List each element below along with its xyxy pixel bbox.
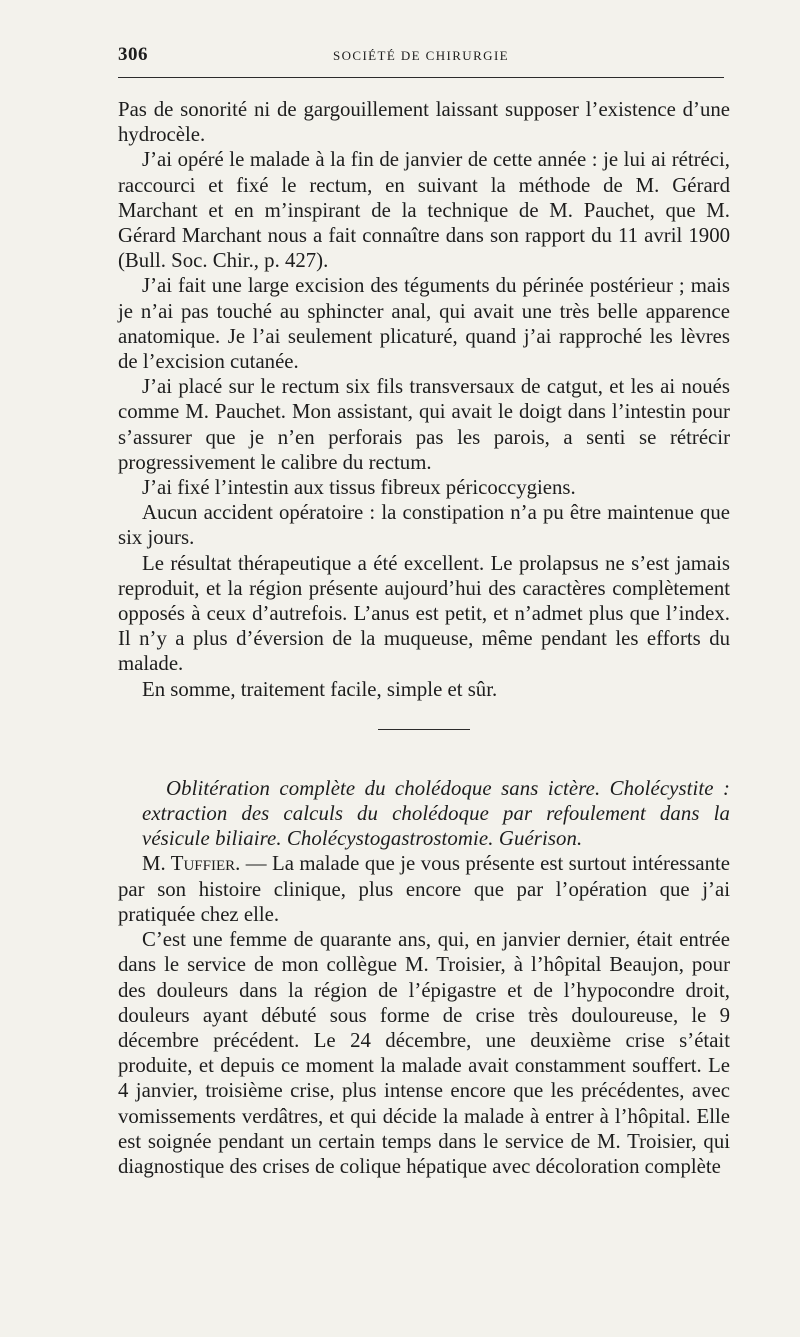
page-number: 306 xyxy=(118,44,148,65)
paragraph xyxy=(118,851,730,927)
section-title: Oblitération complète du cholédoque sans ictère. Cholécystite : extraction des calculs du cholédoque par refoulement dans la vésicule biliaire. Cholécystogastrostomie. Guérison. xyxy=(142,776,730,851)
running-title: SOCIÉTÉ DE CHIRURGIE xyxy=(332,48,510,63)
paragraph: J’ai opéré le malade à la fin de janvier de cette année : je lui ai rétréci, raccourci et fixé le rectum, en suivant la méthode de M. Gérard Marchant et en m’inspirant de la technique de M. Pauchet, que M. Gérard Marchant nous a fait connaître dans son rapport du 11 avril 1900 (Bull. Soc. Chir., p. 427). xyxy=(118,148,730,273)
header-rule xyxy=(118,77,724,78)
paragraph: J’ai fait une large excision des téguments du périnée postérieur ; mais je n’ai pas touché au sphincter anal, qui avait une très belle apparence anatomique. Je l’ai seulement plicaturé, quand j’ai rapproché les lèvres de l’excision cutanée. xyxy=(118,274,730,374)
paragraph: En somme, traitement facile, simple et sûr. xyxy=(142,677,498,701)
paragraph-text: — La malade que je vous présente est surtout intéressante par son histoire clinique, plus encore que par l’opération que j’ai pratiquée chez elle. xyxy=(118,852,731,926)
paragraph: J’ai fixé l’intestin aux tissus fibreux péricoccygiens. xyxy=(142,476,576,500)
speaker-name: M. Tuffier. xyxy=(142,852,241,876)
paragraph: Pas de sonorité ni de gargouillement laissant supposer l’existence d’une hydrocèle. xyxy=(118,98,730,147)
section-separator xyxy=(378,729,470,730)
page-header xyxy=(118,36,724,78)
paragraph: J’ai placé sur le rectum six fils transversaux de catgut, et les ai noués comme M. Pauchet. Mon assistant, qui avait le doigt dans l’intestin pour s’assurer que je n’en perforais pas les parois, a senti se rétrécir progressivement le calibre du rectum. xyxy=(118,375,730,474)
paragraph: C’est une femme de quarante ans, qui, en janvier dernier, était entrée dans le service de mon collègue M. Troisier, à l’hôpital Beaujon, pour des douleurs dans la région de l’épigastre et de l’hypocondre droit, douleurs ayant débuté sous forme de crise très douloureuse, le 9 décembre précédent. Le 24 décembre, une deuxième crise s’était produite, et depuis ce moment la malade avait constamment souffert. Le 4 janvier, troisième crise, plus intense encore que les précédentes, avec vomissements verdâtres, et qui décide la malade à entrer à l’hôpital. Elle est soignée pendant un certain temps dans le service de M. Troisier, qui diagnostique des crises de colique hépatique avec décoloration complète xyxy=(118,928,730,1178)
paragraph: Aucun accident opératoire : la constipation n’a pu être maintenue que six jours. xyxy=(118,501,730,550)
paragraph: Le résultat thérapeutique a été excellent. Le prolapsus ne s’est jamais reproduit, et la région présente aujourd’hui des caractères complètement opposés à ceux d’autrefois. L’anus est petit, et n’admet plus que l’index. Il n’y a plus d’éversion de la muqueuse, même pendant les efforts du malade. xyxy=(118,551,730,676)
body-text xyxy=(118,97,730,1179)
